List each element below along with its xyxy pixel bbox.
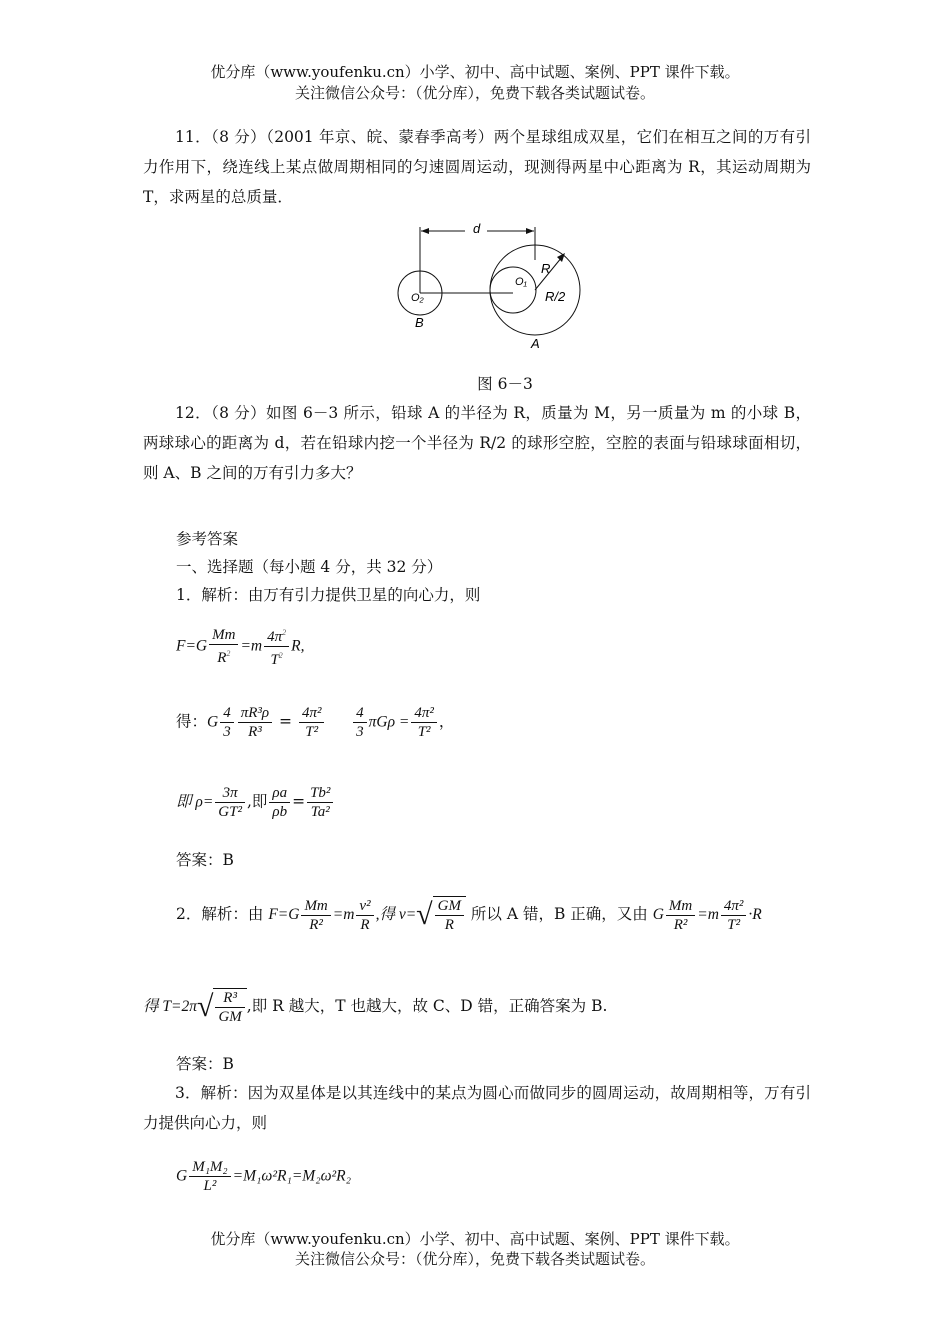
answer-3-text: 3．解析：因为双星体是以其连线中的某点为圆心而做同步的圆周运动，故周期相等，万有引力提供向心力，则 [143,1084,811,1132]
answer-1-equation-2: 得：G $\frac{4}{3}$ $\frac{\text{πR³ρ}}{\text{R³}}$ = $\frac{\text{4π²}}{\text{T²}}$ $\frac{4}{3}$ πGρ = $\frac{\text{4π²}}{\text{T²}}$ ， [176,705,455,740]
answer-2-result: 答案：B [176,1055,234,1073]
radius-arrow-icon [557,253,565,262]
header-line-1: 优分库（www.youfenku.cn）小学、初中、高中试题、案例、PPT 课件下载。 [210,63,740,81]
arrow-right-icon [526,228,534,234]
label-r: R [541,261,551,276]
figure-caption: 图 6－3 [477,375,533,393]
footer-line-2: 关注微信公众号：（优分库），免费下载各类试题试卷。 [294,1250,655,1268]
label-r-half: R/2 [545,289,566,304]
answer-3-equation: G $\frac{\text{M₁M₂}}{\text{L²}}$ =M₁ω²R₁=M₂ω²R₂ [176,1159,352,1194]
footer-line-1: 优分库（www.youfenku.cn）小学、初中、高中试题、案例、PPT 课件下载。 [210,1230,740,1248]
question-12: 12．（8 分）如图 6－3 所示，铅球 A 的半径为 R，质量为 M，另一质量为 m 的小球 B，两球球心的距离为 d，若在铅球内挖一个半径为 R/2 的球形空腔，空腔的表面与铅球球面相切，则 A、B 之间的万有引力多大？ [143,404,811,482]
label-a: A [531,336,540,351]
figure-6-3 [385,215,595,355]
label-o2: O₂ [411,292,424,304]
label-d: d [473,221,481,236]
answer-1-result: 答案：B [176,851,234,869]
answer-1-equation-3: 即 ρ= $\frac{3\pi}{\text{GT²}}$ ,即 $\frac{\rho a}{\rho b}$ = $\frac{\text{Tb²}}{\text{Ta²}}$ [176,784,335,821]
section-choice: 一、选择题（每小题 4 分，共 32 分） [176,558,443,576]
answers-title: 参考答案 [176,530,239,548]
label-b: B [415,315,424,330]
arrow-left-icon [421,228,429,234]
answer-2-line-1: 2．解析：由 F=G $\frac{Mm}{\text{R²}}$ =m $\frac{\text{v²}}{R}$ ,得 v=√ $\frac{GM}{R}$ 所以 A 错，B 正确，又由 G $\frac{Mm}{\text{R²}}$ =m $\frac{\text{4π²}}{\text{T²}}$ ·R [176,897,762,933]
cavity [490,267,536,313]
header-line-2: 关注微信公众号：（优分库），免费下载各类试题试卷。 [294,84,655,102]
answer-1-intro: 1．解析：由万有引力提供卫星的向心力，则 [176,586,481,604]
answer-1-equation-1: F=G $\frac{Mm}{R^2}$ =m $\frac{4\pi^2}{T^2}$ R, [176,624,304,669]
question-11: 11．（8 分）（2001 年京、皖、蒙春季高考）两个星球组成双星，它们在相互之间的万有引力作用下，绕连线上某点做周期相同的匀速圆周运动，现测得两星中心距离为 R，其运动周期为 T，求两星的总质量． [143,128,811,206]
answer-2-line-2: 得 T=2π√ $\frac{\text{R³}}{GM}$ ,即 R 越大，T 也越大，故 C、D 错，正确答案为 B. [143,990,608,1025]
label-o1: O₁ [515,276,528,288]
